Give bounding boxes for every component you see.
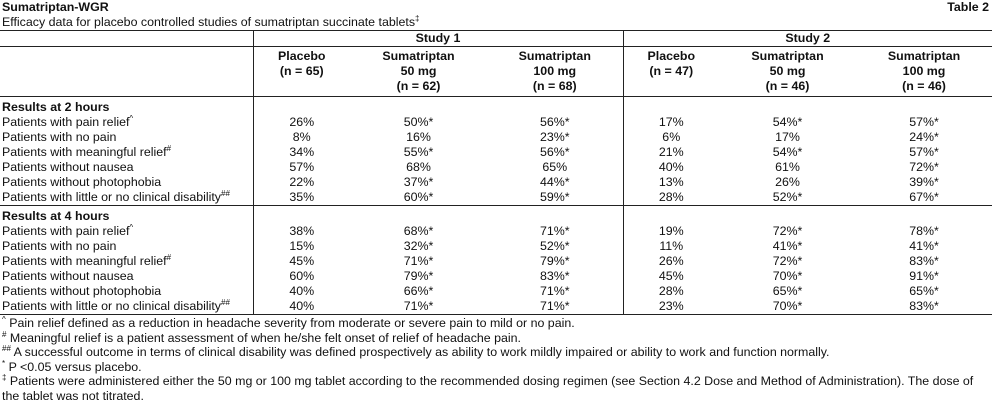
value-cell: 70%*	[772, 269, 803, 283]
value-cell: 68%*	[403, 224, 434, 238]
empty-cell	[719, 97, 856, 116]
value-cell: 40%	[253, 299, 350, 315]
footnote	[2, 345, 992, 360]
row-label	[0, 269, 253, 284]
column-header-line: (n = 46)	[902, 79, 946, 93]
value-cell: 6%	[662, 130, 681, 144]
value-cell: 16%	[406, 130, 431, 144]
caption-text: Efficacy data for placebo controlled studies of sumatriptan succinate tablets	[2, 15, 416, 29]
column-header-3	[487, 47, 623, 97]
row-label	[0, 160, 253, 175]
column-header-line: (n = 47)	[649, 64, 694, 78]
row-label	[0, 175, 253, 190]
study-2-header: Study 2	[623, 31, 992, 47]
row-label-text: Patients with meaningful relief	[2, 254, 167, 268]
value-cell: 83%*	[909, 254, 939, 268]
value-cell: 44%*	[487, 175, 623, 190]
table-row	[0, 284, 992, 299]
value-cell: 65%*	[909, 284, 939, 298]
value-cell: 71%*	[350, 299, 487, 315]
value-cell: 83%*	[487, 269, 623, 284]
column-header-line: (n = 46)	[765, 79, 810, 93]
column-header-line: Sumatriptan	[518, 49, 591, 63]
column-header-line	[624, 79, 720, 94]
row-label-text: Patients without nausea	[2, 269, 134, 283]
value-cell: 60%	[289, 269, 315, 283]
row-label	[0, 145, 253, 160]
section-heading-row	[0, 97, 992, 116]
treatment-header-row	[0, 47, 992, 97]
header-blank-cell	[0, 31, 253, 47]
value-cell: 19%	[658, 224, 684, 238]
value-cell: 34%	[289, 145, 315, 159]
empty-cell	[719, 206, 856, 225]
column-header-line: Sumatriptan	[382, 49, 455, 63]
value-cell: 35%	[253, 190, 350, 206]
value-cell: 52%*	[719, 190, 856, 206]
value-cell: 72%*	[772, 224, 803, 238]
row-label-text: Patients with little or no clinical disability	[2, 190, 221, 204]
row-label-text: Patients without photophobia	[2, 284, 162, 298]
study-1-header: Study 1	[253, 31, 623, 47]
row-label	[0, 115, 253, 130]
column-header-line: (n = 68)	[532, 79, 577, 93]
value-cell: 26%	[775, 175, 800, 189]
table-row	[0, 190, 992, 206]
value-cell: 66%*	[403, 284, 434, 298]
table-caption	[0, 15, 992, 30]
value-cell: 45%	[289, 254, 315, 268]
empty-cell	[253, 206, 350, 225]
empty-cell	[623, 97, 719, 116]
row-footnote-mark: #	[166, 252, 172, 262]
section-heading: Results at 2 hours	[0, 97, 253, 116]
table-body	[0, 97, 992, 315]
row-label-text: Patients with meaningful relief	[2, 145, 167, 159]
value-cell: 57%*	[909, 115, 939, 129]
value-cell: 26%	[658, 254, 684, 268]
row-footnote-mark: ^	[129, 222, 134, 232]
study-header-row	[0, 31, 992, 47]
row-label-text: Patients without nausea	[2, 160, 134, 174]
value-cell: 40%	[658, 160, 684, 174]
row-label-text: Patients with pain relief	[2, 224, 130, 238]
empty-cell	[253, 97, 350, 116]
row-label	[0, 299, 253, 315]
footnote-mark: #	[2, 329, 7, 339]
value-cell: 13%	[658, 175, 684, 189]
value-cell: 78%*	[909, 224, 939, 238]
value-cell: 71%*	[487, 299, 623, 315]
column-header-line: Sumatriptan	[887, 49, 961, 63]
value-cell: 61%	[775, 160, 800, 174]
row-label-text: Patients with little or no clinical disability	[2, 299, 221, 313]
table-row	[0, 130, 992, 145]
value-cell: 57%	[289, 160, 315, 174]
empty-cell	[487, 206, 623, 225]
value-cell: 45%	[658, 269, 684, 283]
table-row	[0, 175, 992, 190]
column-header-line	[254, 79, 351, 94]
empty-cell	[623, 206, 719, 225]
footnotes	[0, 315, 992, 403]
table-row	[0, 299, 992, 315]
value-cell: 79%*	[403, 269, 434, 283]
footnote-text: Meaningful relief is a patient assessment of when he/she felt onset of relief of headache pain.	[6, 330, 521, 345]
section-heading-row	[0, 206, 992, 225]
value-cell: 56%*	[487, 115, 623, 130]
value-cell: 23%	[623, 299, 719, 315]
row-footnote-mark: ##	[221, 188, 230, 198]
footnote-mark: *	[2, 358, 6, 368]
value-cell: 15%	[289, 239, 315, 253]
footnote-text: P <0.05 versus placebo.	[5, 359, 142, 374]
footnote-mark: ##	[2, 343, 11, 353]
table-row	[0, 239, 992, 254]
table-row	[0, 269, 992, 284]
column-header-line: 100 mg	[533, 64, 577, 78]
column-header-line: 50 mg	[400, 64, 437, 78]
value-cell: 54%*	[772, 145, 803, 159]
value-cell: 68%	[406, 160, 431, 174]
value-cell: 70%*	[719, 299, 856, 315]
column-header-line: (n = 65)	[279, 64, 324, 78]
value-cell: 65%	[487, 160, 623, 175]
value-cell: 28%	[658, 284, 684, 298]
table-row	[0, 145, 992, 160]
table-row	[0, 254, 992, 269]
value-cell: 52%*	[487, 239, 623, 254]
value-cell: 40%	[289, 284, 315, 298]
value-cell: 37%*	[403, 175, 434, 189]
table-row	[0, 115, 992, 130]
efficacy-table	[0, 30, 992, 315]
row-label-text: Patients with pain relief	[2, 115, 130, 129]
row-footnote-mark: ##	[221, 297, 230, 307]
value-cell: 23%*	[487, 130, 623, 145]
value-cell: 54%*	[772, 115, 803, 129]
value-cell: 17%	[775, 130, 800, 144]
column-header-6	[856, 47, 992, 97]
value-cell: 26%	[289, 115, 315, 129]
value-cell: 65%*	[772, 284, 803, 298]
value-cell: 71%*	[403, 254, 434, 268]
footnote	[2, 316, 992, 331]
column-header-line: Sumatriptan	[751, 49, 824, 63]
footnote-text: A successful outcome in terms of clinical disability was defined prospectively as ability to work mildly impaired or ability to work and function normally.	[10, 345, 830, 359]
value-cell: 22%	[289, 175, 315, 189]
row-label	[0, 130, 253, 145]
value-cell: 56%*	[487, 145, 623, 160]
column-header-2	[350, 47, 487, 97]
empty-cell	[350, 97, 487, 116]
value-cell: 79%*	[487, 254, 623, 269]
row-label-text: Patients without photophobia	[2, 175, 162, 189]
column-header-line: Placebo	[647, 49, 696, 63]
column-header-line: 50 mg	[769, 64, 806, 78]
footnote	[2, 374, 992, 403]
value-cell: 24%*	[909, 130, 939, 144]
row-label	[0, 239, 253, 254]
value-cell: 39%*	[909, 175, 939, 189]
row-footnote-mark: ^	[129, 113, 134, 123]
row-label-text: Patients with no pain	[2, 239, 117, 253]
row-label	[0, 254, 253, 269]
row-label	[0, 284, 253, 299]
caption-footnote-mark: ‡	[415, 13, 420, 23]
value-cell: 67%*	[856, 190, 992, 206]
empty-cell	[350, 206, 487, 225]
table-row	[0, 160, 992, 175]
column-header-1	[253, 47, 350, 97]
footnote-mark: ^	[2, 314, 6, 324]
column-header-line: 100 mg	[902, 64, 946, 78]
value-cell: 21%	[658, 145, 684, 159]
empty-cell	[487, 97, 623, 116]
section-heading: Results at 4 hours	[0, 206, 253, 225]
column-header-line: (n = 62)	[396, 79, 441, 93]
table-header	[0, 0, 992, 15]
footnote-mark: ‡	[2, 372, 7, 382]
column-header-4	[623, 47, 719, 97]
table-number: Table 2	[947, 0, 989, 14]
value-cell: 71%*	[487, 284, 623, 299]
row-label	[0, 224, 253, 239]
value-cell: 11%	[659, 239, 684, 253]
value-cell: 60%*	[350, 190, 487, 206]
value-cell: 50%*	[403, 115, 434, 129]
document-title: Sumatriptan-WGR	[2, 0, 109, 14]
value-cell: 41%*	[909, 239, 939, 253]
value-cell: 55%*	[403, 145, 434, 159]
header-blank-cell	[0, 47, 253, 97]
value-cell: 72%*	[909, 160, 939, 174]
value-cell: 17%	[658, 115, 684, 129]
row-label-text: Patients with no pain	[2, 130, 117, 144]
value-cell: 28%	[623, 190, 719, 206]
footnote-text: Patients were administered either the 50 mg or 100 mg tablet according to the recommended dosing regimen (see Section 4.2 Dose and Method of Administration). The dose of the tablet was not titrated.	[2, 374, 974, 403]
value-cell: 72%*	[772, 254, 803, 268]
column-header-line: Placebo	[277, 49, 326, 63]
value-cell: 38%	[289, 224, 315, 238]
empty-cell	[856, 97, 992, 116]
empty-cell	[856, 206, 992, 225]
value-cell: 57%*	[909, 145, 939, 159]
value-cell: 91%*	[909, 269, 939, 283]
value-cell: 71%*	[487, 224, 623, 239]
footnote	[2, 331, 992, 346]
value-cell: 41%*	[772, 239, 803, 253]
value-cell: 32%*	[403, 239, 434, 253]
row-label	[0, 190, 253, 206]
value-cell: 83%*	[856, 299, 992, 315]
footnote	[2, 360, 992, 375]
table-row	[0, 224, 992, 239]
value-cell: 8%	[292, 130, 311, 144]
value-cell: 59%*	[487, 190, 623, 206]
row-footnote-mark: #	[166, 143, 172, 153]
footnote-text: Pain relief defined as a reduction in headache severity from moderate or severe pain to mild or no pain.	[5, 316, 575, 330]
column-header-5	[719, 47, 856, 97]
